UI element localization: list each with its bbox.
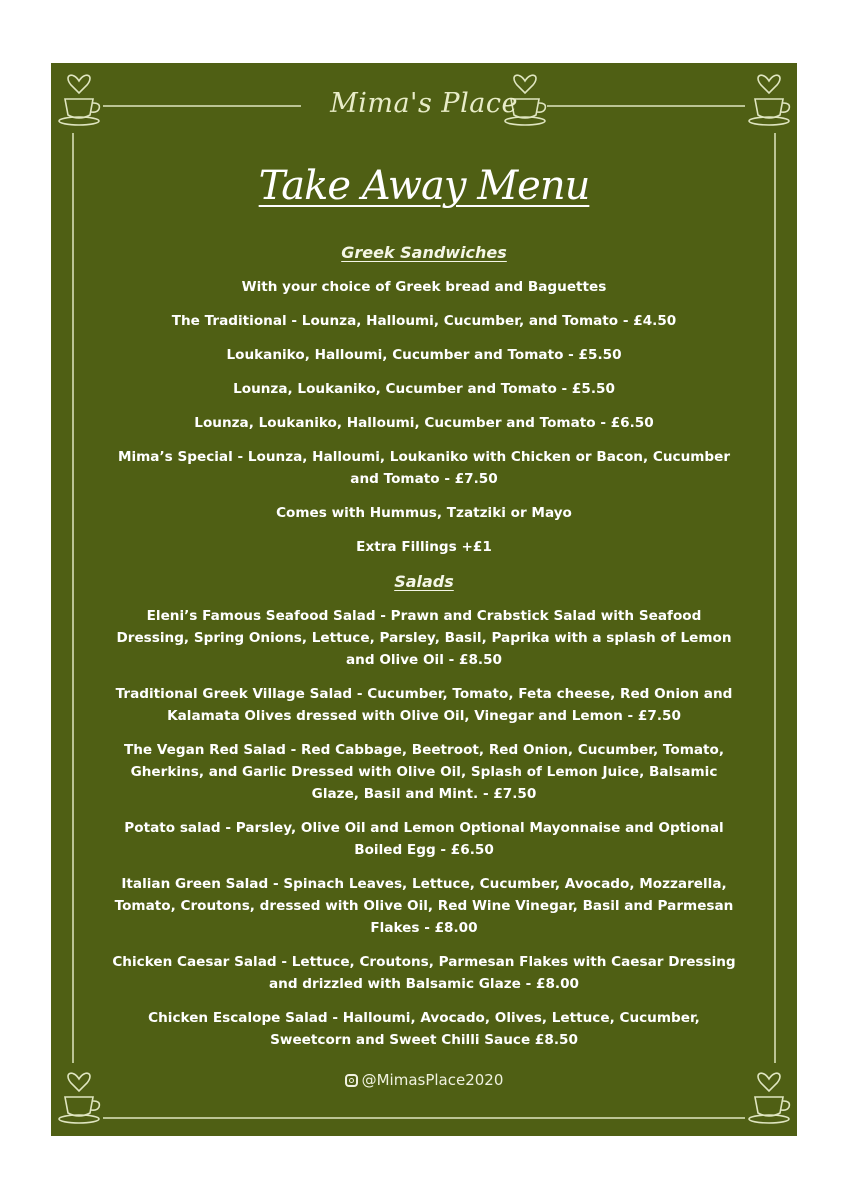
section-heading-salads: Salads	[394, 572, 454, 591]
menu-item: Chicken Caesar Salad - Lettuce, Croutons, Parmesan Flakes with Caesar Dressing and drizzled with Balsamic Glaze - £8.00	[112, 954, 736, 992]
menu-item: Italian Green Salad - Spinach Leaves, Lettuce, Cucumber, Avocado, Mozzarella, Tomato, Croutons, dressed with Olive Oil, Red Wine Vinegar, Basil and Parmesan Flakes - £8.00	[114, 876, 734, 936]
social-handle-text: @MimasPlace2020	[361, 1071, 504, 1089]
menu-item: Traditional Greek Village Salad - Cucumber, Tomato, Feta cheese, Red Onion and Kalamata Olives dressed with Olive Oil, Vinegar and Lemon - £7.50	[115, 686, 733, 724]
menu-item: Mima’s Special - Lounza, Halloumi, Loukaniko with Chicken or Bacon, Cucumber and Tomato - £7.50	[117, 449, 731, 487]
menu-item: The Vegan Red Salad - Red Cabbage, Beetroot, Red Onion, Cucumber, Tomato, Gherkins, and Garlic Dressed with Olive Oil, Splash of Lemon Juice, Balsamic Glaze, Basil and Mint. - £7.50	[123, 742, 725, 802]
menu-item: Potato salad - Parsley, Olive Oil and Lemon Optional Mayonnaise and Optional Boiled Egg - £6.50	[124, 820, 724, 858]
menu-card	[51, 63, 797, 1136]
menu-content	[111, 241, 737, 1063]
brand-name: Mima's Place	[330, 88, 518, 119]
instagram-icon	[345, 1074, 358, 1087]
social-handle[interactable]	[51, 1071, 797, 1089]
section-heading-sandwiches: Greek Sandwiches	[341, 243, 507, 262]
menu-item: Loukaniko, Halloumi, Cucumber and Tomato - £5.50	[226, 347, 622, 363]
menu-item: Lounza, Loukaniko, Halloumi, Cucumber and Tomato - £6.50	[194, 415, 654, 431]
menu-note: With your choice of Greek bread and Baguettes	[241, 279, 607, 295]
menu-item: Chicken Escalope Salad - Halloumi, Avocado, Olives, Lettuce, Cucumber, Sweetcorn and Sweet Chilli Sauce £8.50	[148, 1010, 700, 1048]
menu-item: Lounza, Loukaniko, Cucumber and Tomato - £5.50	[233, 381, 615, 397]
menu-note: Comes with Hummus, Tzatziki or Mayo	[276, 505, 572, 521]
menu-title: Take Away Menu	[258, 163, 590, 209]
menu-item: Eleni’s Famous Seafood Salad - Prawn and Crabstick Salad with Seafood Dressing, Spring Onions, Lettuce, Parsley, Basil, Paprika with a splash of Lemon and Olive Oil - £8.50	[116, 608, 732, 668]
menu-note: Extra Fillings +£1	[356, 539, 492, 555]
menu-item: The Traditional - Lounza, Halloumi, Cucumber, and Tomato - £4.50	[171, 313, 677, 329]
